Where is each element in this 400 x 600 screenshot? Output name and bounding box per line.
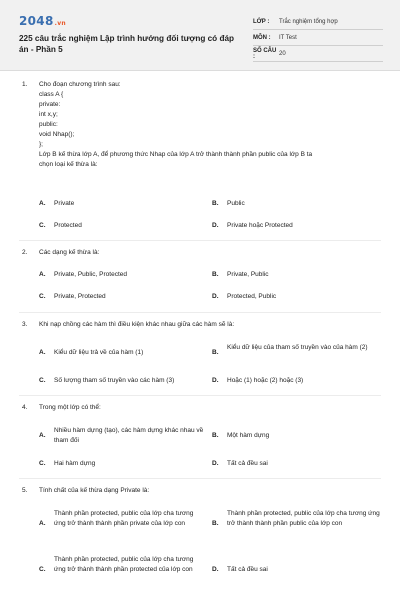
option-letter: B.: [212, 432, 219, 439]
site-logo[interactable]: [19, 14, 66, 28]
option-letter: B.: [212, 271, 219, 278]
option-letter: D.: [212, 222, 219, 229]
question-number: 2.: [22, 249, 28, 256]
option-text: Một hàm dựng: [227, 432, 270, 439]
option-letter: C.: [39, 293, 46, 300]
question-line: public:: [39, 121, 58, 128]
logo-text: 2048: [19, 14, 54, 28]
question-text: [39, 403, 379, 413]
option-letter: D.: [212, 566, 219, 573]
header: [0, 0, 400, 71]
question-number: 1.: [22, 81, 28, 88]
question-line: Tính chất của kế thừa dạng Private là:: [39, 487, 150, 494]
meta-row-count: [253, 46, 383, 62]
option-text: Private hoặc Protected: [227, 222, 293, 229]
option-text: Private, Public, Protected: [54, 271, 127, 278]
option-text: Hoặc (1) hoặc (2) hoặc (3): [227, 377, 304, 384]
question-line: Các dạng kế thừa là:: [39, 249, 100, 256]
question-line: Trong một lớp có thể:: [39, 404, 101, 411]
option-text: Public: [227, 200, 245, 207]
option-letter: C.: [39, 377, 46, 384]
meta-value: 20: [279, 50, 286, 57]
question-number: 5.: [22, 487, 28, 494]
option-text: Số lượng tham số truyền vào các hàm (3): [54, 377, 175, 384]
option-text: Hai hàm dựng: [54, 460, 96, 467]
option-letter: D.: [212, 460, 219, 467]
meta-key: MÔN :: [253, 34, 271, 41]
divider: [19, 478, 381, 479]
question-line: chọn loại kế thừa là:: [39, 161, 98, 168]
divider: [19, 240, 381, 241]
option-text: Protected, Public: [227, 293, 277, 300]
meta-row-class: [253, 14, 383, 30]
question-line: private:: [39, 101, 61, 108]
option-text: Protected: [54, 222, 82, 229]
option-text: Tất cả đều sai: [227, 460, 268, 467]
meta-key: SỐ CÂU :: [253, 47, 277, 60]
option-text: Tất cả đều sai: [227, 566, 268, 573]
divider: [19, 312, 381, 313]
question-line: Khi nạp chồng các hàm thì điều kiện khác nhau giữa các hàm sẽ là:: [39, 321, 235, 328]
question-text: [39, 248, 379, 258]
option-letter: D.: [212, 377, 219, 384]
option-text: Private, Protected: [54, 293, 106, 300]
question-line: class A {: [39, 91, 64, 98]
question-line: };: [39, 141, 43, 148]
question-line: int x,y;: [39, 111, 58, 118]
option-letter: B.: [212, 520, 219, 527]
option-letter: A.: [39, 271, 46, 278]
question-line: Cho đoạn chương trình sau:: [39, 81, 121, 88]
option-letter: B.: [212, 200, 219, 207]
option-text: Private: [54, 200, 75, 207]
question-line: void Nhap();: [39, 131, 75, 138]
option-text: Thành phần protected, public của lớp cha tương ứng trở thành thành phần protected của lớp con: [54, 556, 194, 573]
option-letter: D.: [212, 293, 219, 300]
logo-tld: .vn: [54, 20, 66, 27]
option-letter: B.: [212, 349, 219, 356]
option-letter: C.: [39, 222, 46, 229]
question-number: 3.: [22, 321, 28, 328]
option-text: Thành phần protected, public của lớp cha tương ứng trở thành thành phần public của lớp con: [227, 510, 380, 527]
meta-value: IT Test: [279, 34, 297, 41]
option-letter: A.: [39, 349, 46, 356]
question-text: [39, 80, 379, 170]
option-letter: A.: [39, 200, 46, 207]
option-letter: A.: [39, 520, 46, 527]
divider: [19, 395, 381, 396]
question-line: Lớp B kế thừa lớp A, để phương thức Nhap của lớp A trở thành thành phần public của lớp B ta: [39, 151, 313, 158]
option-text: Private, Public: [227, 271, 269, 278]
question-text: [39, 320, 379, 330]
document-meta: [253, 14, 383, 62]
question-number: 4.: [22, 404, 28, 411]
option-letter: C.: [39, 566, 46, 573]
option-text: Thành phần protected, public của lớp cha tương ứng trở thành thành phần private của lớp con: [54, 510, 194, 527]
document-title: 225 câu trắc nghiệm Lập trình hướng đối tượng có đáp án - Phần 5: [19, 34, 235, 54]
meta-row-subject: [253, 30, 383, 46]
meta-value: Trắc nghiệm tổng hợp: [279, 18, 338, 25]
option-letter: C.: [39, 460, 46, 467]
question-text: [39, 486, 379, 496]
meta-key: LỚP :: [253, 18, 270, 25]
option-text: Nhiều hàm dựng (tạo), các hàm dựng khác nhau về tham đối: [54, 427, 204, 444]
option-letter: A.: [39, 432, 46, 439]
option-text: Kiểu dữ liệu của tham số truyền vào của hàm (2): [227, 344, 368, 351]
option-text: Kiểu dữ liệu trả về của hàm (1): [54, 349, 144, 356]
